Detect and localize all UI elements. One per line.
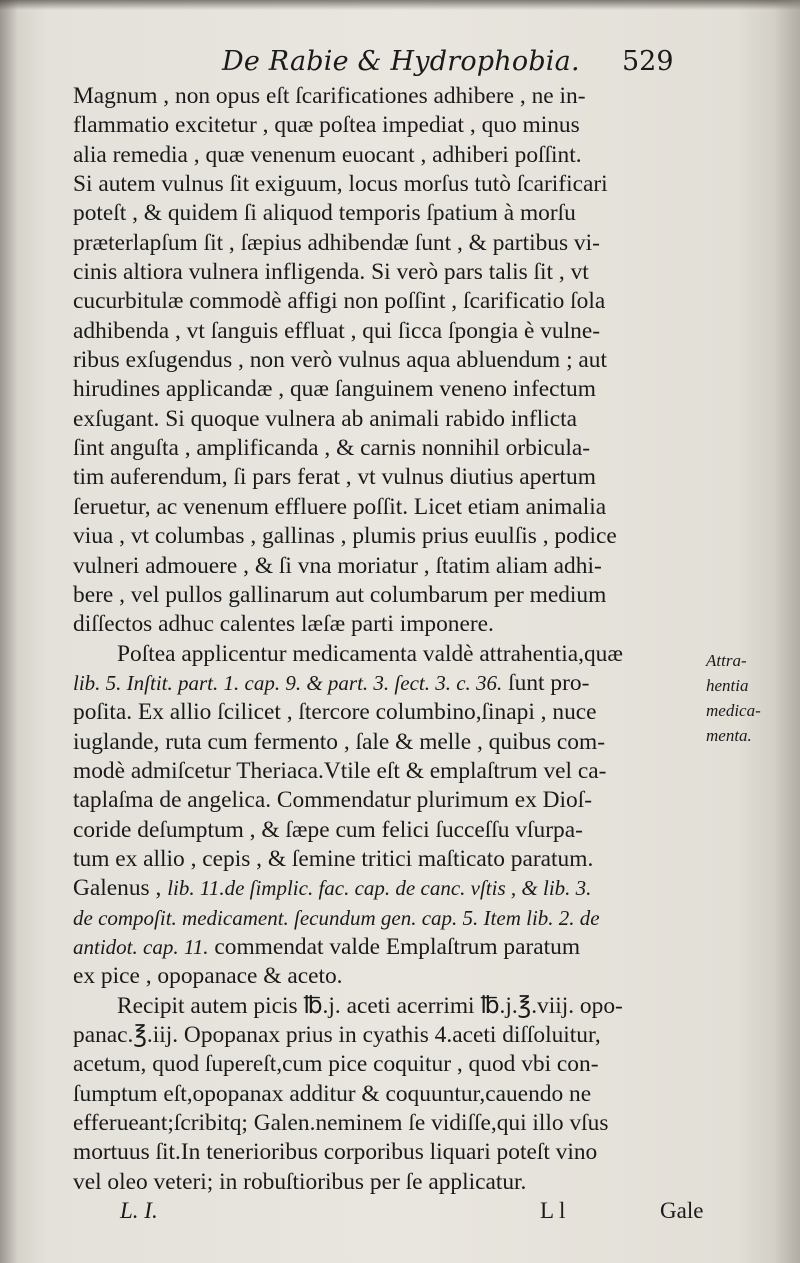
text-fragment: commendat valde Emplaſtrum paratum — [208, 933, 581, 960]
text-line — [73, 669, 713, 698]
text-line: taplaſma de angelica. Commendatur plurimum ex Dioſ- — [73, 787, 592, 814]
text-fragment: ſunt pro- — [502, 669, 590, 696]
text-line: poſita. Ex allio ſcilicet , ſtercore columbino,ſinapi , nuce — [73, 699, 597, 726]
page-number: 529 — [622, 46, 674, 77]
text-line — [73, 874, 713, 903]
text-line: ribus exſugendus , non verò vulnus aqua abluendum ; aut — [73, 347, 607, 374]
text-line: acetum, quod ſupereſt,cum pice coquitur , quod vbi con- — [73, 1051, 599, 1078]
text-line: Magnum , non opus eſt ſcarificationes adhibere , ne in- — [73, 83, 586, 109]
text-line: bere , vel pullos gallinarum aut columbarum per medium — [73, 581, 607, 608]
citation: de compoſit. medicament. ſecundum gen. cap. 5. Item lib. 2. de — [73, 905, 600, 930]
gathering-mark: L l — [540, 1198, 566, 1223]
text-line: diſſectos adhuc calentes læſæ parti imponere. — [73, 611, 494, 638]
text-line: cinis altiora vulnera infligenda. Si verò pars talis ſit , vt — [73, 259, 589, 286]
text-line: ſeruetur, ac venenum effluere poſſit. Licet etiam animalia — [73, 493, 607, 520]
text-line: flammatio excitetur , quæ poſtea impediat , quo minus — [73, 112, 580, 139]
text-line: mortuus ſit.In tenerioribus corporibus liquari poteſt vino — [73, 1139, 598, 1166]
text-line: tum ex allio , cepis , & ſemine tritici maſticato paratum. — [73, 845, 594, 872]
text-line: modè admiſcetur Theriaca.Vtile eſt & emplaſtrum vel ca- — [73, 757, 607, 784]
text-line: hirudines applicandæ , quæ ſanguinem veneno infectum — [73, 376, 596, 403]
margin-note — [706, 648, 796, 748]
citation: lib. 11.de ſimplic. fac. cap. de canc. vſtis , & lib. 3. — [167, 876, 592, 901]
page-right-edge — [774, 0, 800, 1263]
text-line — [73, 904, 713, 933]
signature-mark: L. I. — [120, 1198, 158, 1223]
margin-note-line: Attra- — [706, 651, 747, 670]
text-line: coride deſumptum , & ſæpe cum felici ſucceſſu vſurpa- — [73, 816, 583, 843]
text-line: Si autem vulnus ſit exiguum, locus morſus tutò ſcarificari — [73, 171, 608, 198]
catchword: Gale — [660, 1198, 704, 1223]
citation: antidot. cap. 11. — [73, 934, 209, 959]
text-line: tim auferendum, ſi pars ferat , vt vulnus diutius apertum — [73, 464, 596, 491]
margin-note-line: menta. — [706, 726, 752, 745]
page-top-edge — [0, 0, 800, 10]
text-fragment: Galenus , — [73, 875, 168, 902]
citation: lib. 5. Inſtit. part. 1. cap. 9. & part. 3. ſect. 3. c. 36. — [73, 670, 503, 695]
text-line: vulneri admouere , & ſi vna moriatur , ſtatim aliam adhi- — [73, 552, 602, 579]
text-line: vel oleo veteri; in robuſtioribus per ſe applicatur. — [73, 1168, 527, 1195]
body-text — [73, 82, 713, 1197]
text-line: ſint anguſta , amplificanda , & carnis nonnihil orbicula- — [73, 435, 591, 462]
margin-note-line: medica- — [706, 701, 761, 720]
paragraph-start-line: Poſtea applicentur medicamenta valdè attrahentia,quæ — [117, 640, 623, 667]
paragraph-start-line: Recipit autem picis ℔.j. aceti acerrimi ℔.j.℥.viij. opo- — [117, 992, 623, 1019]
text-line: poteſt , & quidem ſi aliquod temporis ſpatium à morſu — [73, 200, 576, 227]
text-line: adhibenda , vt ſanguis effluat , qui ſicca ſpongia è vulne- — [73, 317, 600, 344]
running-title: De Rabie & Hydrophobia. — [222, 46, 580, 77]
text-line: iuglande, ruta cum fermento , ſale & melle , quibus com- — [73, 728, 605, 755]
margin-note-line: hentia — [706, 676, 749, 695]
text-line: viua , vt columbas , gallinas , plumis prius euulſis , podice — [73, 523, 617, 550]
text-line: ſumptum eſt,opopanax additur & coquuntur,cauendo ne — [73, 1080, 592, 1107]
text-line: efferueant;ſcribitq; Galen.neminem ſe vidiſſe,qui illo vſus — [73, 1110, 609, 1137]
text-line: alia remedia , quæ venenum euocant , adhiberi poſſint. — [73, 141, 582, 168]
text-line: panac.℥.iij. Opopanax prius in cyathis 4.aceti diſſoluitur, — [73, 1022, 601, 1048]
text-line: exſugant. Si quoque vulnera ab animali rabido inflicta — [73, 405, 578, 432]
text-line: cucurbitulæ commodè affigi non poſſint , ſcarificatio ſola — [73, 288, 606, 315]
text-line — [73, 933, 713, 962]
page-spine-shadow — [0, 0, 18, 1263]
text-line: præterlapſum ſit , ſæpius adhibendæ ſunt , & partibus vi- — [73, 229, 600, 256]
text-line: ex pice , opopanace & aceto. — [73, 963, 343, 990]
